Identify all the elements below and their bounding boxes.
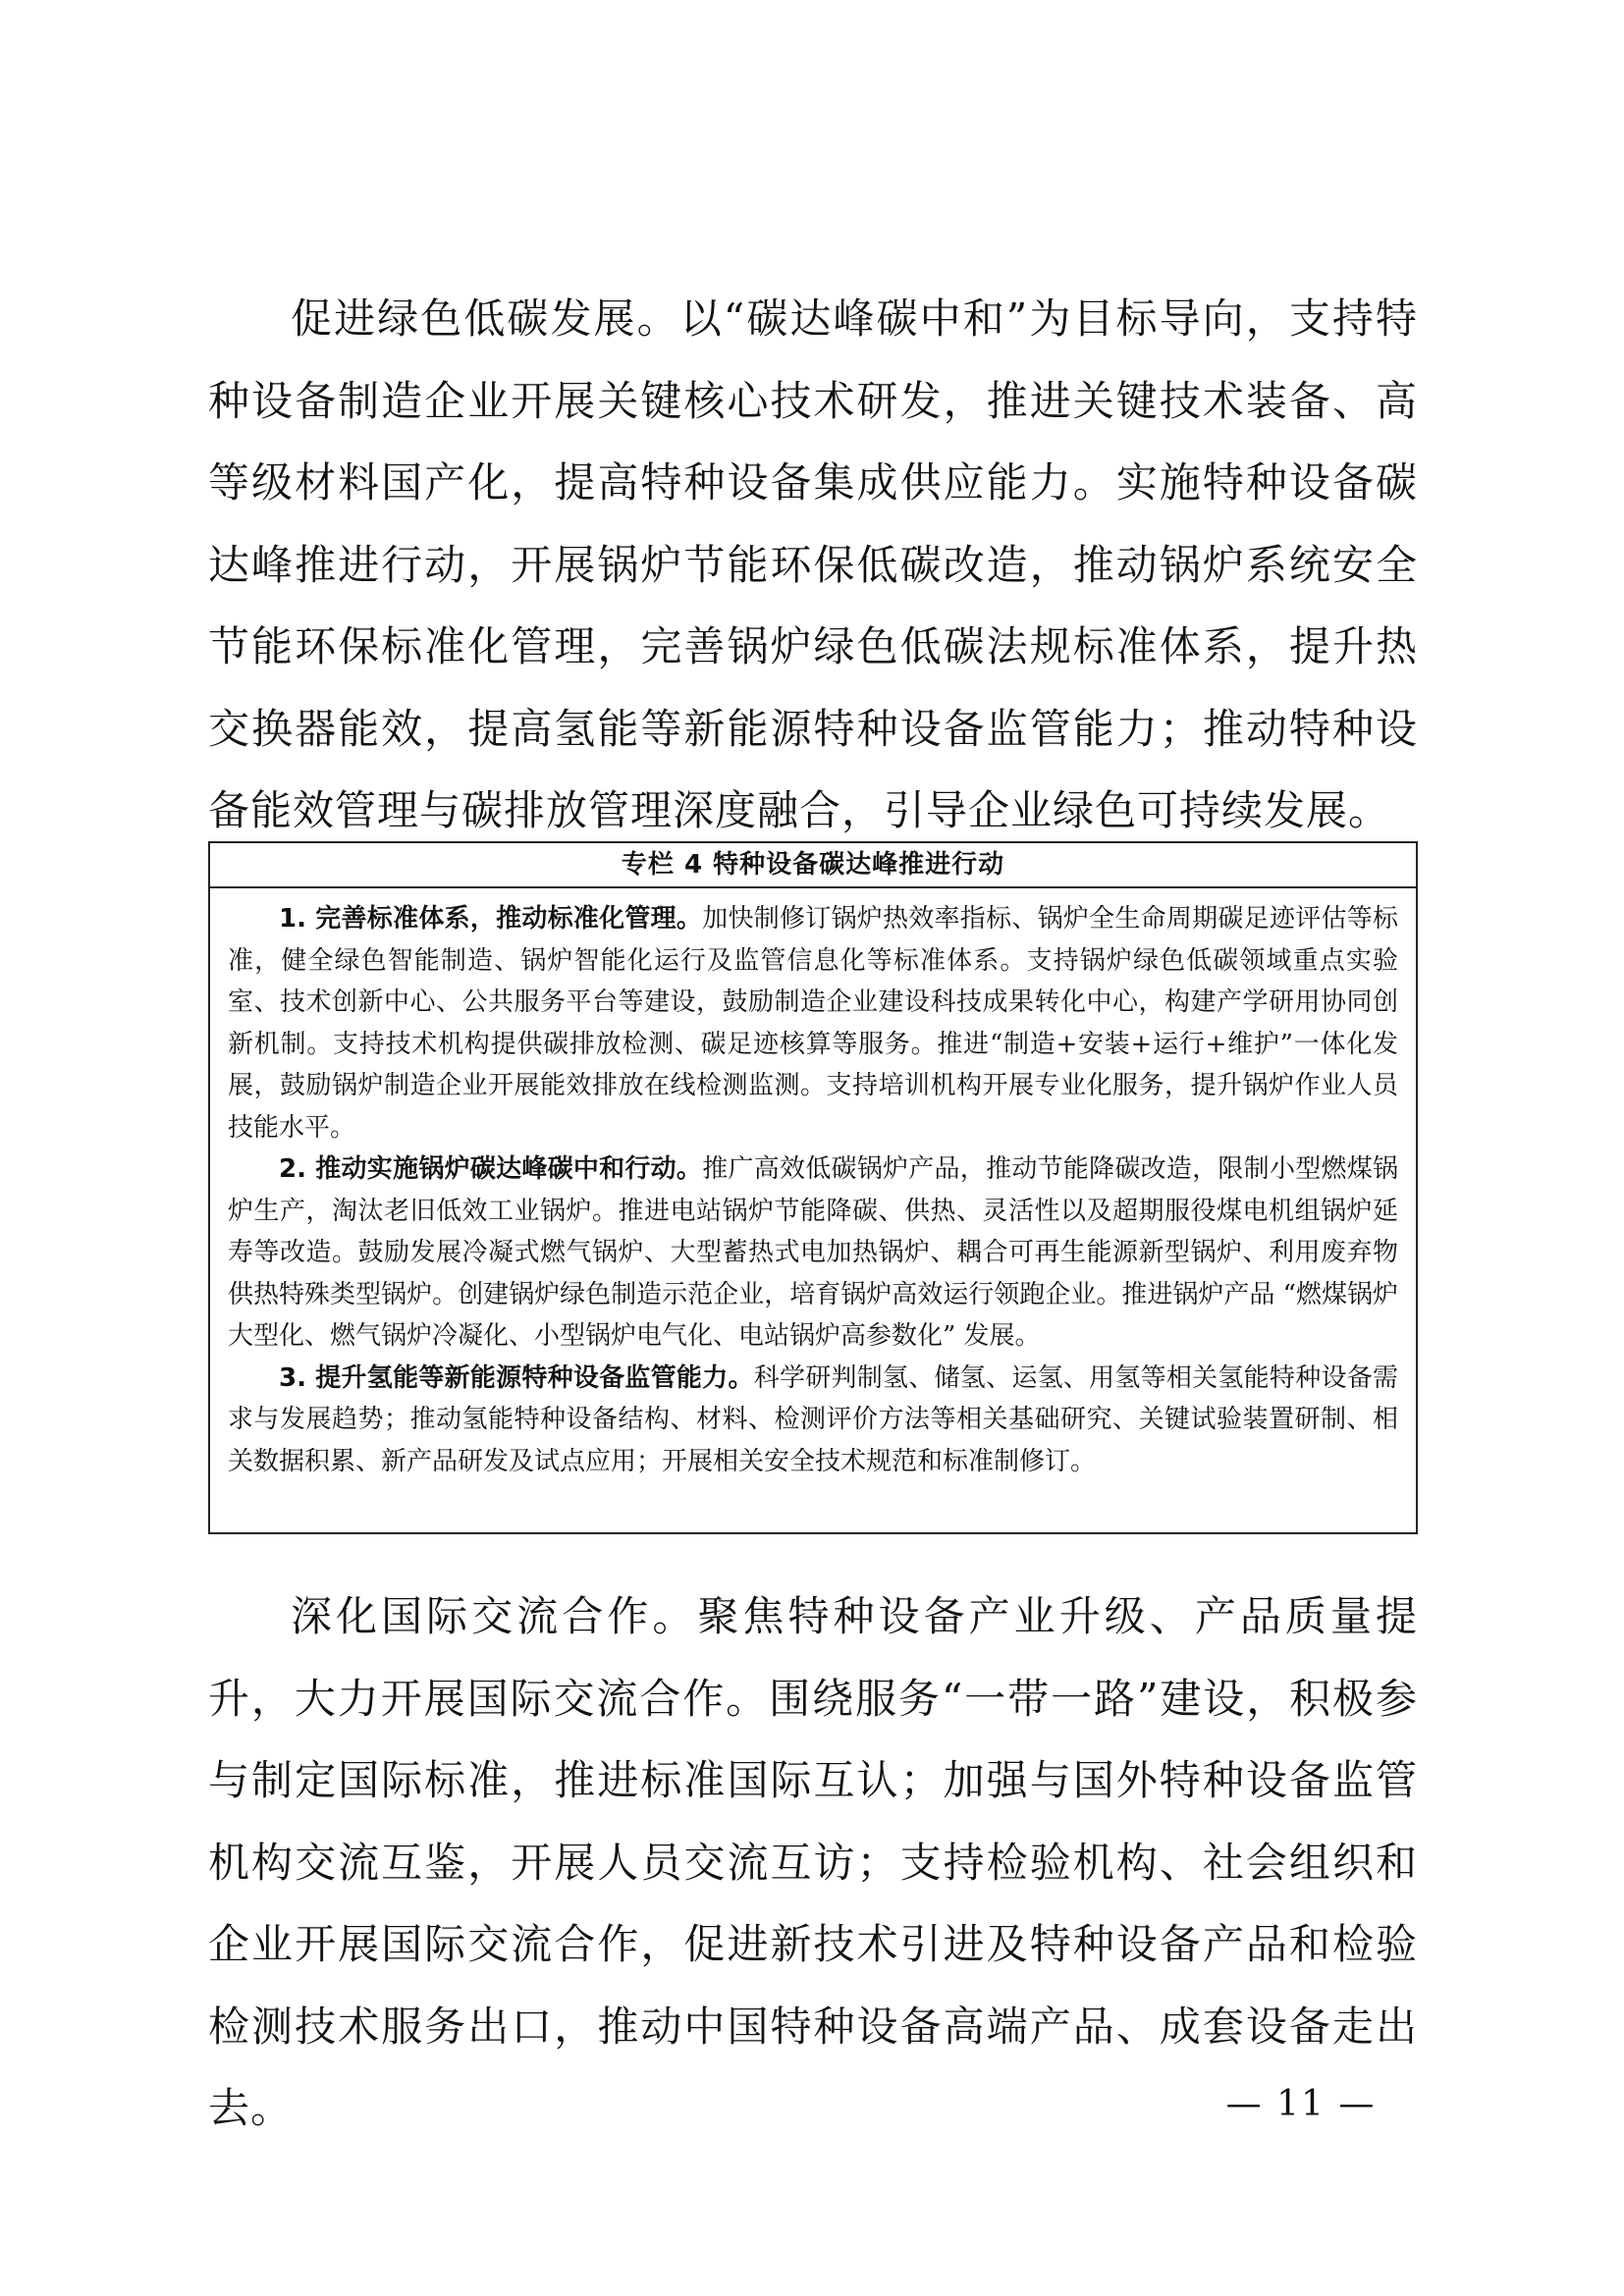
column-item-text: 科学研判制氢、储氢、运氢、用氢等相关氢能特种设备需求与发展趋势；推动氢能特种设备结构、材料、检测评价方法等相关基础研究、关键试验装置研制、相关数据积累、新产品研发及试点应用；开展相关安全技术规范和标准制修订。: [228, 1362, 1398, 1476]
column-item-lead: 2. 推动实施锅炉碳达峰碳中和行动。: [279, 1154, 703, 1184]
paragraph-international-cooperation: 深化国际交流合作。聚焦特种设备产业升级、产品质量提升，大力开展国际交流合作。围绕服务“一带一路”建设，积极参与制定国际标准，推进标准国际互认；加强与国外特种设备监管机构交流互鉴，开展人员交流互访；支持检验机构、社会组织和企业开展国际交流合作，促进新技术引进及特种设备产品和检验检测技术服务出口，推动中国特种设备高端产品、成套设备走出去。: [208, 1592, 1418, 2132]
page-number: — 11 —: [1225, 2084, 1377, 2124]
column-item: [228, 898, 1398, 1148]
column-item-text: 推广高效低碳锅炉产品，推动节能降碳改造，限制小型燃煤锅炉生产，淘汰老旧低效工业锅炉。推进电站锅炉节能降碳、供热、灵活性以及超期服役煤电机组锅炉延寿等改造。鼓励发展冷凝式燃气锅炉、大型蓄热式电加热锅炉、耦合可再生能源新型锅炉、利用废弃物供热特殊类型锅炉。创建锅炉绿色制造示范企业，培育锅炉高效运行领跑企业。推进锅炉产品 “燃煤锅炉大型化、燃气锅炉冷凝化、小型锅炉电气化、电站锅炉高参数化” 发展。: [228, 1154, 1398, 1351]
column-item: [228, 1148, 1398, 1358]
column-box-title: 专栏 4 特种设备碳达峰推进行动: [210, 843, 1416, 888]
column-box: [208, 841, 1418, 1534]
paragraph-green-low-carbon: 促进绿色低碳发展。以“碳达峰碳中和”为目标导向，支持特种设备制造企业开展关键核心技术研发，推进关键技术装备、高等级材料国产化，提高特种设备集成供应能力。实施特种设备碳达峰推进行动，开展锅炉节能环保低碳改造，推动锅炉系统安全节能环保标准化管理，完善锅炉绿色低碳法规标准体系，提升热交换器能效，提高氢能等新能源特种设备监管能力；推动特种设备能效管理与碳排放管理深度融合，引导企业绿色可持续发展。: [208, 294, 1418, 834]
column-item-lead: 3. 提升氢能等新能源特种设备监管能力。: [279, 1362, 754, 1393]
column-box-body: [210, 888, 1416, 1482]
column-item-lead: 1. 完善标准体系，推动标准化管理。: [279, 904, 703, 934]
column-item-text: 加快制修订锅炉热效率指标、锅炉全生命周期碳足迹评估等标准，健全绿色智能制造、锅炉智能化运行及监管信息化等标准体系。支持锅炉绿色低碳领域重点实验室、技术创新中心、公共服务平台等建设，鼓励制造企业建设科技成果转化中心，构建产学研用协同创新机制。支持技术机构提供碳排放检测、碳足迹核算等服务。推进“制造+安装+运行+维护”一体化发展，鼓励锅炉制造企业开展能效排放在线检测监测。支持培训机构开展专业化服务，提升锅炉作业人员技能水平。: [228, 904, 1398, 1143]
column-item: [228, 1358, 1398, 1483]
